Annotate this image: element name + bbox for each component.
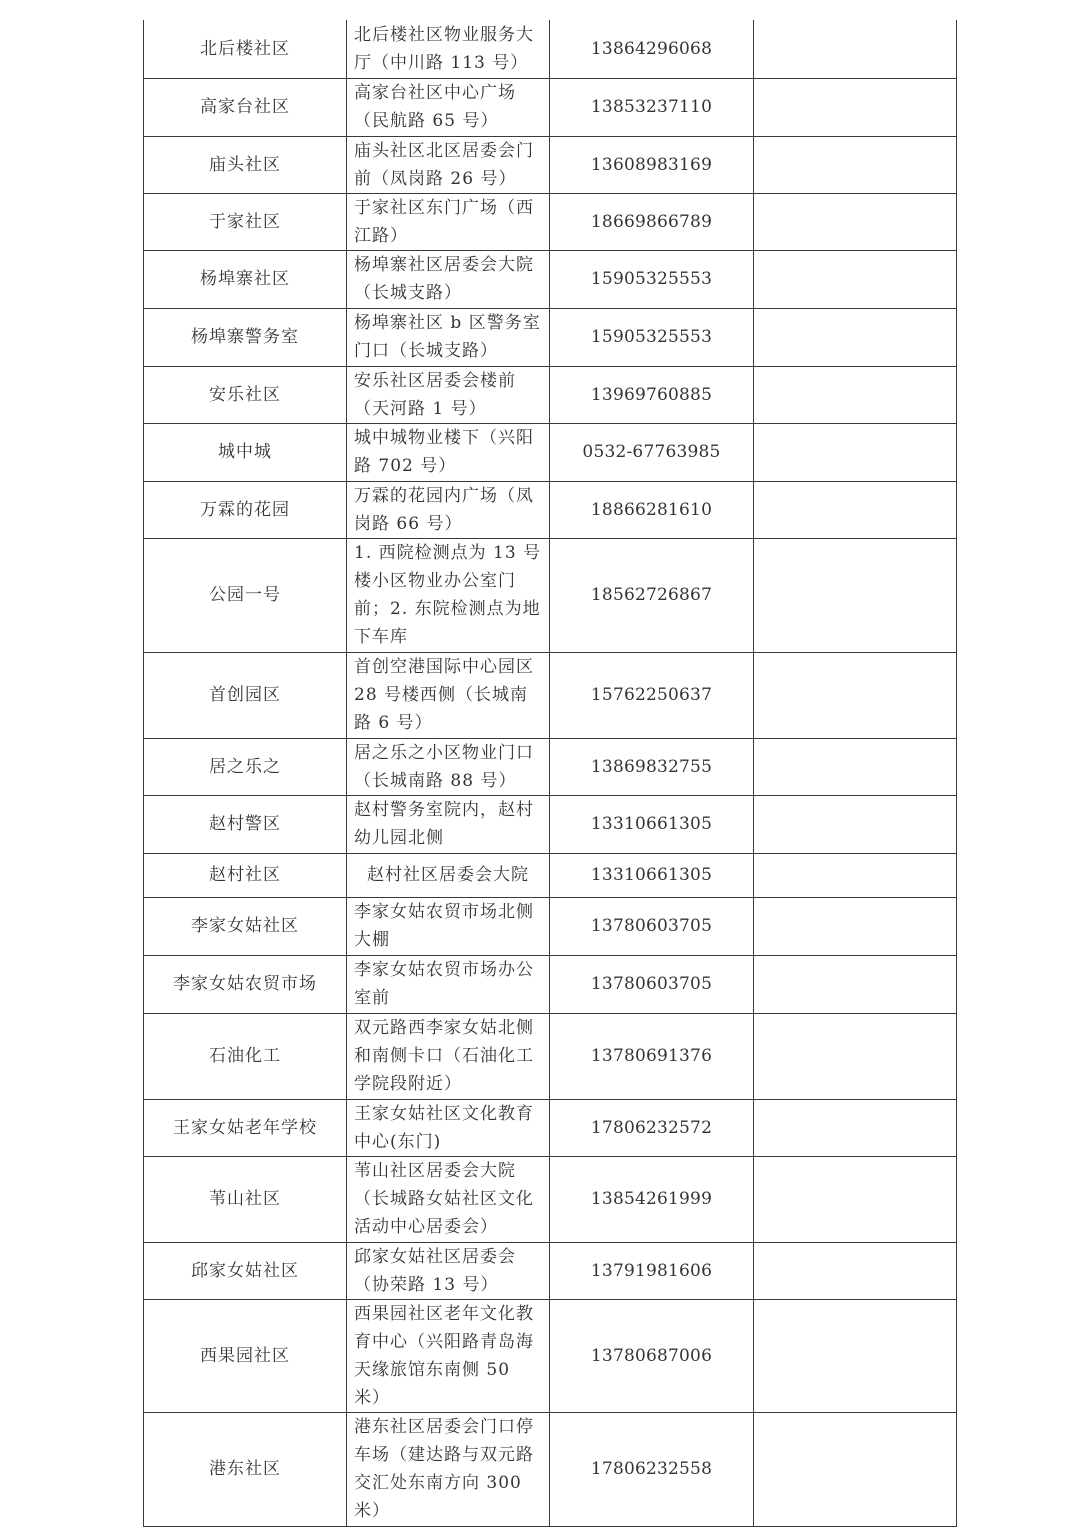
phone-number: 13869832755	[550, 738, 754, 795]
location-text: 双元路西李家女姑北侧和南侧卡口（石油化工学院段附近）	[354, 1018, 534, 1094]
community-name: 于家社区	[144, 193, 347, 250]
table-row	[144, 1013, 957, 1099]
phone-number: 13780687006	[550, 1299, 754, 1412]
remark-cell	[754, 20, 957, 78]
table-row	[144, 738, 957, 795]
remark-cell	[754, 955, 957, 1013]
location-cell	[347, 795, 550, 853]
community-name: 李家女姑农贸市场	[144, 955, 347, 1013]
location-cell	[347, 1242, 550, 1299]
community-name: 庙头社区	[144, 136, 347, 193]
location-cell	[347, 1299, 550, 1412]
community-name: 苇山社区	[144, 1156, 347, 1242]
table-row	[144, 250, 957, 308]
phone-number: 13969760885	[550, 366, 754, 423]
location-text: 港东社区居委会门口停车场（建达路与双元路交汇处东南方向 300 米）	[354, 1417, 534, 1521]
location-cell	[347, 193, 550, 250]
remark-cell	[754, 1412, 957, 1526]
table-row	[144, 423, 957, 481]
remark-cell	[754, 481, 957, 538]
location-text: 首创空港国际中心园区 28 号楼西侧（长城南路 6 号）	[354, 657, 534, 733]
location-text: 王家女姑社区文化教育中心(东门)	[354, 1103, 534, 1152]
location-cell	[347, 366, 550, 423]
community-name: 城中城	[144, 423, 347, 481]
table-row	[144, 1412, 957, 1526]
table-row	[144, 20, 957, 78]
community-name: 首创园区	[144, 652, 347, 738]
community-name: 邱家女姑社区	[144, 1242, 347, 1299]
remark-cell	[754, 897, 957, 955]
community-name: 杨埠寨社区	[144, 250, 347, 308]
phone-number: 13864296068	[550, 20, 754, 78]
location-text: 杨埠寨社区居委会大院（长城支路）	[354, 255, 534, 303]
community-name: 赵村警区	[144, 795, 347, 853]
table-row	[144, 78, 957, 136]
location-text: 万霖的花园内广场（凤岗路 66 号）	[354, 485, 534, 534]
remark-cell	[754, 78, 957, 136]
phone-number: 18562726867	[550, 538, 754, 652]
table-row	[144, 193, 957, 250]
location-text: 高家台社区中心广场（民航路 65 号）	[354, 83, 516, 131]
location-text: 邱家女姑社区居委会（协荣路 13 号）	[354, 1246, 516, 1295]
community-name: 石油化工	[144, 1013, 347, 1099]
table-row	[144, 1299, 957, 1412]
table-row	[144, 136, 957, 193]
community-name: 西果园社区	[144, 1299, 347, 1412]
phone-number: 17806232572	[550, 1099, 754, 1156]
location-cell	[347, 1156, 550, 1242]
phone-number: 17806232558	[550, 1412, 754, 1526]
table-row	[144, 853, 957, 897]
phone-number: 13780603705	[550, 955, 754, 1013]
phone-number: 13853237110	[550, 78, 754, 136]
remark-cell	[754, 1156, 957, 1242]
remark-cell	[754, 652, 957, 738]
remark-cell	[754, 423, 957, 481]
community-name: 安乐社区	[144, 366, 347, 423]
phone-number: 18866281610	[550, 481, 754, 538]
location-text: 苇山社区居委会大院（长城路女姑社区文化活动中心居委会）	[354, 1161, 534, 1237]
community-name: 公园一号	[144, 538, 347, 652]
phone-number: 13608983169	[550, 136, 754, 193]
phone-number: 13854261999	[550, 1156, 754, 1242]
community-name: 李家女姑社区	[144, 897, 347, 955]
remark-cell	[754, 366, 957, 423]
location-cell	[347, 250, 550, 308]
location-cell	[347, 20, 550, 78]
community-name: 居之乐之	[144, 738, 347, 795]
table-row	[144, 1242, 957, 1299]
location-cell	[347, 136, 550, 193]
table-row	[144, 897, 957, 955]
location-text: 西果园社区老年文化教育中心（兴阳路青岛海天缘旅馆东南侧 50 米）	[354, 1303, 534, 1408]
community-name: 万霖的花园	[144, 481, 347, 538]
location-cell	[347, 955, 550, 1013]
phone-number: 13310661305	[550, 853, 754, 897]
table-row	[144, 481, 957, 538]
phone-number: 13791981606	[550, 1242, 754, 1299]
location-text: 李家女姑农贸市场办公室前	[354, 960, 534, 1008]
table-row	[144, 308, 957, 366]
phone-number: 13310661305	[550, 795, 754, 853]
remark-cell	[754, 795, 957, 853]
location-cell	[347, 652, 550, 738]
phone-number: 15905325553	[550, 308, 754, 366]
remark-cell	[754, 538, 957, 652]
remark-cell	[754, 136, 957, 193]
remark-cell	[754, 193, 957, 250]
community-name: 王家女姑老年学校	[144, 1099, 347, 1156]
phone-number: 0532-67763985	[550, 423, 754, 481]
phone-number: 13780603705	[550, 897, 754, 955]
location-text: 于家社区东门广场（西江路）	[354, 197, 534, 246]
location-text: 城中城物业楼下（兴阳路 702 号）	[354, 428, 534, 476]
community-name: 港东社区	[144, 1412, 347, 1526]
remark-cell	[754, 1099, 957, 1156]
table-row	[144, 652, 957, 738]
location-text: 杨埠寨社区 b 区警务室门口（长城支路）	[354, 313, 541, 361]
remark-cell	[754, 1299, 957, 1412]
location-text: 安乐社区居委会楼前（天河路 1 号）	[354, 370, 516, 419]
location-cell	[347, 1412, 550, 1526]
location-cell	[347, 738, 550, 795]
community-name: 高家台社区	[144, 78, 347, 136]
table-row	[144, 795, 957, 853]
location-cell	[347, 897, 550, 955]
location-cell	[347, 1013, 550, 1099]
location-cell	[347, 423, 550, 481]
table-row	[144, 1099, 957, 1156]
location-text: 北后楼社区物业服务大厅（中川路 113 号）	[354, 24, 534, 73]
remark-cell	[754, 1013, 957, 1099]
phone-number: 18669866789	[550, 193, 754, 250]
location-text: 赵村警务室院内，赵村幼儿园北侧	[354, 800, 534, 848]
community-name: 北后楼社区	[144, 20, 347, 78]
location-cell	[347, 481, 550, 538]
remark-cell	[754, 250, 957, 308]
remark-cell	[754, 738, 957, 795]
location-text: 庙头社区北区居委会门前（凤岗路 26 号）	[354, 140, 534, 189]
location-text: 赵村社区居委会大院	[367, 865, 529, 885]
table-row	[144, 538, 957, 652]
location-cell	[347, 853, 550, 897]
community-name: 赵村社区	[144, 853, 347, 897]
location-text: 李家女姑农贸市场北侧大棚	[354, 902, 534, 950]
table-row	[144, 1156, 957, 1242]
testing-sites-table	[143, 20, 957, 1527]
location-cell	[347, 78, 550, 136]
remark-cell	[754, 1242, 957, 1299]
remark-cell	[754, 853, 957, 897]
community-name: 杨埠寨警务室	[144, 308, 347, 366]
phone-number: 13780691376	[550, 1013, 754, 1099]
phone-number: 15762250637	[550, 652, 754, 738]
table-row	[144, 366, 957, 423]
location-cell	[347, 308, 550, 366]
location-cell	[347, 538, 550, 652]
table-row	[144, 955, 957, 1013]
remark-cell	[754, 308, 957, 366]
phone-number: 15905325553	[550, 250, 754, 308]
location-text: 1. 西院检测点为 13 号楼小区物业办公室门前；2. 东院检测点为地下车库	[354, 543, 542, 647]
table-body	[144, 20, 957, 1526]
location-cell	[347, 1099, 550, 1156]
location-text: 居之乐之小区物业门口（长城南路 88 号）	[354, 742, 534, 791]
